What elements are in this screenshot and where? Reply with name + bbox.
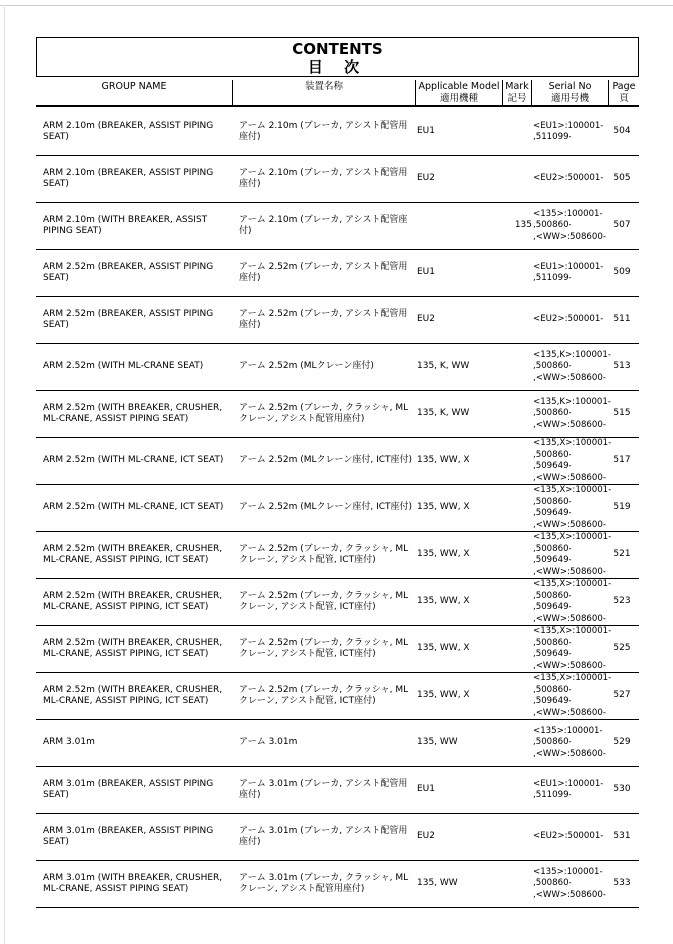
serial-no-line: ,<WW>:508600- bbox=[533, 419, 606, 430]
page-number-cell bbox=[610, 861, 634, 907]
serial-no-line: <135>:100001- bbox=[533, 208, 603, 219]
header-applicable-model bbox=[416, 77, 502, 105]
page-number-cell-text: 513 bbox=[613, 361, 631, 372]
serial-no-line: <EU2>:500001- bbox=[533, 173, 604, 184]
page-left-edge bbox=[4, 5, 5, 944]
page-number-cell-text: 530 bbox=[613, 784, 631, 795]
page-number-cell bbox=[610, 673, 634, 719]
serial-no-cell bbox=[533, 767, 609, 813]
serial-no-line: ,511099- bbox=[533, 132, 572, 142]
group-name-cell-text: ARM 2.52m (WITH ML-CRANE, ICT SEAT) bbox=[43, 502, 224, 513]
header-device-name-label: 装置名称 bbox=[304, 81, 343, 92]
serial-no-cell bbox=[533, 156, 609, 202]
device-name-cell bbox=[239, 250, 415, 296]
page-number-cell bbox=[610, 485, 634, 531]
serial-no-lines bbox=[533, 262, 603, 285]
serial-no-line: ,509649- bbox=[533, 696, 572, 706]
page-number-cell bbox=[610, 250, 634, 296]
group-name-cell bbox=[43, 250, 233, 296]
serial-no-line: ,500860- bbox=[533, 590, 572, 601]
serial-no-lines bbox=[533, 314, 603, 326]
serial-no-cell bbox=[533, 438, 612, 484]
applicable-model-cell-text: 135, WW, X bbox=[417, 596, 470, 607]
device-name-cell-text: アーム 2.52m (MLクレーン座付) bbox=[239, 361, 374, 372]
applicable-model-cell-text: 135, WW, X bbox=[417, 455, 470, 466]
header-mark-ja: 記号 bbox=[507, 93, 527, 104]
device-name-cell-text: アーム 2.10m (ブレーカ, アシスト配管用座付) bbox=[239, 120, 408, 142]
page-number-cell bbox=[610, 156, 634, 202]
table-header bbox=[36, 77, 639, 107]
applicable-model-cell-text: 135, K, WW bbox=[417, 408, 470, 419]
contents-table bbox=[36, 37, 639, 908]
serial-no-line: ,<WW>:508600- bbox=[533, 472, 606, 483]
page-number-cell-text: 527 bbox=[613, 690, 631, 701]
device-name-cell bbox=[239, 767, 415, 813]
table-body bbox=[36, 107, 639, 908]
applicable-model-cell-text: 135, WW bbox=[417, 737, 458, 748]
serial-no-line: ,509649- bbox=[533, 602, 572, 612]
device-name-cell-text: アーム 2.52m (MLクレーン座付, ICT座付) bbox=[239, 502, 413, 513]
serial-no-cell bbox=[533, 626, 612, 672]
page-number-cell-text: 523 bbox=[613, 596, 631, 607]
header-page bbox=[609, 77, 639, 105]
serial-no-cell bbox=[533, 814, 609, 860]
table-row bbox=[36, 203, 639, 250]
serial-no-line: <EU2>:500001- bbox=[533, 314, 604, 325]
device-name-cell-text: アーム 2.10m (ブレーカ, アシスト配管座付) bbox=[239, 214, 408, 236]
page-number-cell bbox=[610, 579, 634, 625]
serial-no-line: <135,X>:100001- bbox=[533, 485, 612, 495]
serial-no-lines bbox=[533, 831, 603, 843]
serial-no-cell bbox=[533, 579, 612, 625]
header-serial-no-label: Serial No bbox=[548, 81, 592, 92]
applicable-model-cell-text: EU2 bbox=[417, 173, 435, 184]
serial-no-cell bbox=[533, 391, 609, 437]
serial-no-line: ,509649- bbox=[533, 508, 572, 518]
group-name-cell bbox=[43, 438, 233, 484]
serial-no-line: <135,X>:100001- bbox=[533, 579, 612, 589]
serial-no-lines bbox=[533, 532, 611, 578]
page-number-cell-text: 525 bbox=[613, 643, 631, 654]
serial-no-line: ,<WW>:508600- bbox=[533, 707, 606, 718]
serial-no-lines bbox=[533, 173, 603, 185]
device-name-cell bbox=[239, 109, 415, 155]
title-japanese: 目 次 bbox=[307, 58, 368, 76]
applicable-model-cell-text: EU2 bbox=[417, 831, 435, 842]
page-number-cell bbox=[610, 626, 634, 672]
header-page-label: Page bbox=[612, 81, 636, 92]
serial-no-line: ,500860- bbox=[533, 496, 572, 507]
group-name-cell-text: ARM 2.52m (WITH BREAKER, CRUSHER, ML-CRANE, ASSIST PIPING SEAT) bbox=[43, 402, 223, 424]
serial-no-line: ,500860- bbox=[533, 684, 572, 695]
group-name-cell bbox=[43, 861, 233, 907]
serial-no-line: ,509649- bbox=[533, 461, 572, 471]
table-row bbox=[36, 814, 639, 861]
device-name-cell-text: アーム 3.01m (ブレーカ, クラッシャ, MLクレーン, アシスト配管用座付) bbox=[239, 872, 409, 894]
serial-no-line: <135>:100001- bbox=[533, 725, 603, 736]
serial-no-line: ,<WW>:508600- bbox=[533, 372, 606, 383]
table-row bbox=[36, 109, 639, 156]
serial-no-line: ,<WW>:508600- bbox=[533, 660, 606, 671]
group-name-cell-text: ARM 2.52m (WITH BREAKER, CRUSHER, ML-CRANE, ASSIST PIPING, ICT SEAT) bbox=[43, 684, 223, 706]
page-number-cell bbox=[610, 109, 634, 155]
page-number-cell bbox=[610, 814, 634, 860]
device-name-cell-text: アーム 3.01m (ブレーカ, アシスト配管用座付) bbox=[239, 825, 408, 847]
group-name-cell-text: ARM 2.52m (BREAKER, ASSIST PIPING SEAT) bbox=[43, 261, 214, 283]
title-box bbox=[36, 37, 639, 77]
page-number-cell-text: 529 bbox=[613, 737, 631, 748]
applicable-model-cell-text: EU1 bbox=[417, 126, 435, 137]
group-name-cell bbox=[43, 109, 233, 155]
header-serial-no-ja: 適用号機 bbox=[550, 93, 589, 104]
applicable-model-cell-text: 135, WW bbox=[417, 878, 458, 889]
header-mark-label: Mark bbox=[505, 81, 529, 92]
serial-no-cell bbox=[533, 861, 609, 907]
table-row bbox=[36, 861, 639, 908]
page-number-cell bbox=[610, 203, 634, 249]
device-name-cell bbox=[239, 485, 415, 531]
header-applicable-model-label: Applicable Model bbox=[418, 81, 500, 92]
header-applicable-model-ja: 適用機種 bbox=[439, 93, 478, 104]
device-name-cell bbox=[239, 297, 415, 343]
applicable-model-cell-text: EU1 bbox=[417, 267, 435, 278]
table-row bbox=[36, 297, 639, 344]
serial-no-cell bbox=[533, 297, 609, 343]
serial-no-line: <135,X>:100001- bbox=[533, 438, 612, 448]
serial-no-lines bbox=[533, 779, 603, 802]
serial-no-line: ,500860- bbox=[533, 361, 572, 372]
serial-no-line: ,500860- bbox=[533, 543, 572, 554]
serial-no-lines bbox=[533, 397, 611, 432]
group-name-cell-text: ARM 2.10m (BREAKER, ASSIST PIPING SEAT) bbox=[43, 120, 214, 142]
device-name-cell bbox=[239, 673, 415, 719]
serial-no-line: <EU1>:100001- bbox=[533, 778, 604, 789]
group-name-cell bbox=[43, 767, 233, 813]
serial-no-lines bbox=[533, 579, 611, 625]
device-name-cell bbox=[239, 720, 415, 766]
header-mark bbox=[503, 77, 531, 105]
group-name-cell bbox=[43, 203, 233, 249]
device-name-cell bbox=[239, 626, 415, 672]
serial-no-line: ,<WW>:508600- bbox=[533, 566, 606, 577]
device-name-cell-text: アーム 2.52m (ブレーカ, クラッシャ, MLクレーン, アシスト配管, ICT座付) bbox=[239, 543, 409, 565]
group-name-cell bbox=[43, 297, 233, 343]
group-name-cell-text: ARM 3.01m (BREAKER, ASSIST PIPING SEAT) bbox=[43, 825, 214, 847]
device-name-cell-text: アーム 2.52m (ブレーカ, アシスト配管用座付) bbox=[239, 261, 408, 283]
serial-no-line: ,509649- bbox=[533, 555, 572, 565]
serial-no-line: <135,K>:100001- bbox=[533, 349, 611, 360]
serial-no-line: <135>:100001- bbox=[533, 866, 603, 877]
device-name-cell-text: アーム 2.52m (MLクレーン座付, ICT座付) bbox=[239, 455, 413, 466]
group-name-cell bbox=[43, 814, 233, 860]
serial-no-line: <135,X>:100001- bbox=[533, 673, 612, 683]
serial-no-lines bbox=[533, 350, 611, 385]
table-row bbox=[36, 391, 639, 438]
page-number-cell bbox=[610, 720, 634, 766]
table-row bbox=[36, 720, 639, 767]
table-row bbox=[36, 673, 639, 720]
serial-no-lines bbox=[533, 626, 611, 672]
group-name-cell-text: ARM 3.01m (BREAKER, ASSIST PIPING SEAT) bbox=[43, 778, 214, 800]
serial-no-lines bbox=[533, 121, 603, 144]
serial-no-line: <EU1>:100001- bbox=[533, 261, 604, 272]
group-name-cell-text: ARM 3.01m bbox=[43, 737, 95, 748]
table-row bbox=[36, 250, 639, 297]
device-name-cell bbox=[239, 579, 415, 625]
table-row bbox=[36, 767, 639, 814]
serial-no-line: ,<WW>:508600- bbox=[533, 748, 606, 759]
serial-no-line: ,500860- bbox=[533, 737, 572, 748]
device-name-cell-text: アーム 2.52m (ブレーカ, クラッシャ, MLクレーン, アシスト配管用座付) bbox=[239, 402, 409, 424]
header-device-name bbox=[233, 77, 415, 105]
serial-no-cell bbox=[533, 532, 612, 578]
group-name-cell bbox=[43, 532, 233, 578]
page-number-cell bbox=[610, 532, 634, 578]
serial-no-line: ,509649- bbox=[533, 649, 572, 659]
page-number-cell bbox=[610, 297, 634, 343]
serial-no-line: <135,X>:100001- bbox=[533, 626, 612, 636]
group-name-cell-text: ARM 3.01m (WITH BREAKER, CRUSHER, ML-CRANE, ASSIST PIPING SEAT) bbox=[43, 872, 223, 894]
group-name-cell bbox=[43, 344, 233, 390]
group-name-cell-text: ARM 2.52m (WITH BREAKER, CRUSHER, ML-CRANE, ASSIST PIPING, ICT SEAT) bbox=[43, 543, 223, 565]
table-row bbox=[36, 626, 639, 673]
serial-no-cell bbox=[533, 720, 609, 766]
serial-no-cell bbox=[533, 344, 609, 390]
page-number-cell-text: 509 bbox=[613, 267, 631, 278]
group-name-cell bbox=[43, 391, 233, 437]
page-number-cell-text: 515 bbox=[613, 408, 631, 419]
device-name-cell-text: アーム 3.01m bbox=[239, 737, 298, 748]
title-english: CONTENTS bbox=[292, 40, 383, 58]
serial-no-lines bbox=[533, 209, 606, 244]
page-top-edge bbox=[0, 5, 673, 6]
group-name-cell-text: ARM 2.52m (WITH BREAKER, CRUSHER, ML-CRANE, ASSIST PIPING, ICT SEAT) bbox=[43, 590, 223, 612]
serial-no-line: ,511099- bbox=[533, 273, 572, 283]
page-number-cell-text: 519 bbox=[613, 502, 631, 513]
applicable-model-cell-text: EU2 bbox=[417, 314, 435, 325]
group-name-cell-text: ARM 2.52m (WITH ML-CRANE SEAT) bbox=[43, 361, 204, 372]
mark-cell-text: 135 bbox=[514, 220, 532, 231]
serial-no-line: <EU1>:100001- bbox=[533, 120, 604, 131]
group-name-cell-text: ARM 2.52m (WITH BREAKER, CRUSHER, ML-CRANE, ASSIST PIPING, ICT SEAT) bbox=[43, 637, 223, 659]
table-row bbox=[36, 532, 639, 579]
device-name-cell bbox=[239, 438, 415, 484]
serial-no-line: ,500860- bbox=[533, 449, 572, 460]
applicable-model-cell-text: 135, WW, X bbox=[417, 549, 470, 560]
device-name-cell bbox=[239, 391, 415, 437]
serial-no-cell bbox=[533, 250, 609, 296]
table-row bbox=[36, 438, 639, 485]
device-name-cell-text: アーム 2.52m (ブレーカ, アシスト配管用座付) bbox=[239, 308, 408, 330]
group-name-cell-text: ARM 2.10m (BREAKER, ASSIST PIPING SEAT) bbox=[43, 167, 214, 189]
serial-no-lines bbox=[533, 867, 606, 902]
device-name-cell bbox=[239, 861, 415, 907]
page-number-cell bbox=[610, 391, 634, 437]
page-number-cell-text: 521 bbox=[613, 549, 631, 560]
device-name-cell-text: アーム 3.01m (ブレーカ, アシスト配管用座付) bbox=[239, 778, 408, 800]
serial-no-line: ,<WW>:508600- bbox=[533, 889, 606, 900]
serial-no-line: ,500860- bbox=[533, 878, 572, 889]
serial-no-lines bbox=[533, 438, 611, 484]
serial-no-lines bbox=[533, 726, 606, 761]
serial-no-line: ,500860- bbox=[533, 637, 572, 648]
group-name-cell-text: ARM 2.10m (WITH BREAKER, ASSIST PIPING SEAT) bbox=[43, 214, 208, 236]
serial-no-line: ,<WW>:508600- bbox=[533, 613, 606, 624]
page-number-cell-text: 517 bbox=[613, 455, 631, 466]
serial-no-cell bbox=[533, 485, 612, 531]
header-group-name bbox=[36, 77, 232, 105]
header-page-ja: 頁 bbox=[619, 93, 629, 104]
page-number-cell-text: 533 bbox=[613, 878, 631, 889]
page-number-cell bbox=[610, 767, 634, 813]
page-number-cell-text: 504 bbox=[613, 126, 631, 137]
applicable-model-cell-text: 135, K, WW bbox=[417, 361, 470, 372]
page-number-cell-text: 505 bbox=[613, 173, 631, 184]
device-name-cell-text: アーム 2.10m (ブレーカ, アシスト配管用座付) bbox=[239, 167, 408, 189]
group-name-cell-text: ARM 2.52m (BREAKER, ASSIST PIPING SEAT) bbox=[43, 308, 214, 330]
serial-no-lines bbox=[533, 673, 611, 719]
page-number-cell bbox=[610, 438, 634, 484]
group-name-cell bbox=[43, 156, 233, 202]
serial-no-line: <EU2>:500001- bbox=[533, 831, 604, 842]
device-name-cell bbox=[239, 203, 415, 249]
serial-no-line: ,<WW>:508600- bbox=[533, 519, 606, 530]
table-row bbox=[36, 156, 639, 203]
group-name-cell bbox=[43, 626, 233, 672]
group-name-cell bbox=[43, 720, 233, 766]
page-number-cell-text: 507 bbox=[613, 220, 631, 231]
serial-no-cell bbox=[533, 673, 612, 719]
serial-no-line: <135,K>:100001- bbox=[533, 396, 611, 407]
page-number-cell-text: 531 bbox=[613, 831, 631, 842]
page-number-cell-text: 511 bbox=[613, 314, 631, 325]
group-name-cell bbox=[43, 485, 233, 531]
applicable-model-cell-text: 135, WW, X bbox=[417, 690, 470, 701]
serial-no-line: <135,X>:100001- bbox=[533, 532, 612, 542]
header-group-name-label: GROUP NAME bbox=[101, 81, 167, 92]
device-name-cell-text: アーム 2.52m (ブレーカ, クラッシャ, MLクレーン, アシスト配管, ICT座付) bbox=[239, 590, 409, 612]
group-name-cell bbox=[43, 579, 233, 625]
device-name-cell bbox=[239, 532, 415, 578]
serial-no-line: ,500860- bbox=[533, 220, 572, 231]
group-name-cell bbox=[43, 673, 233, 719]
applicable-model-cell-text: 135, WW, X bbox=[417, 643, 470, 654]
applicable-model-cell-text: 135, WW, X bbox=[417, 502, 470, 513]
serial-no-cell bbox=[533, 109, 609, 155]
table-row bbox=[36, 485, 639, 532]
serial-no-cell bbox=[533, 203, 609, 249]
device-name-cell bbox=[239, 344, 415, 390]
serial-no-line: ,500860- bbox=[533, 408, 572, 419]
applicable-model-cell-text: EU1 bbox=[417, 784, 435, 795]
device-name-cell bbox=[239, 156, 415, 202]
device-name-cell-text: アーム 2.52m (ブレーカ, クラッシャ, MLクレーン, アシスト配管, ICT座付) bbox=[239, 637, 409, 659]
header-serial-no bbox=[532, 77, 608, 105]
serial-no-line: ,<WW>:508600- bbox=[533, 231, 606, 242]
table-row bbox=[36, 579, 639, 626]
serial-no-line: ,511099- bbox=[533, 790, 572, 800]
group-name-cell-text: ARM 2.52m (WITH ML-CRANE, ICT SEAT) bbox=[43, 455, 224, 466]
device-name-cell-text: アーム 2.52m (ブレーカ, クラッシャ, MLクレーン, アシスト配管, ICT座付) bbox=[239, 684, 409, 706]
page-number-cell bbox=[610, 344, 634, 390]
serial-no-lines bbox=[533, 485, 611, 531]
device-name-cell bbox=[239, 814, 415, 860]
table-row bbox=[36, 344, 639, 391]
